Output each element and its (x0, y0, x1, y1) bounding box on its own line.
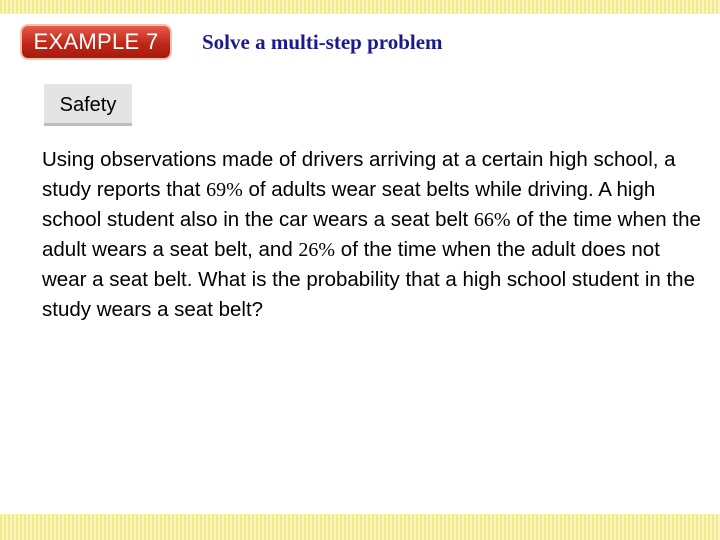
problem-text-part-1: Using observations made of drivers arriving at a certain high school, a study reports that (42, 148, 676, 201)
example-badge: EXAMPLE 7 (20, 24, 172, 60)
problem-text-part-3: of the time when the adult wears a seat belt, and (42, 208, 701, 261)
student-percentage-if-adult-does-not: 26% (298, 239, 336, 261)
top-decorative-stripe (0, 0, 720, 14)
student-percentage-if-adult-wears: 66% (473, 209, 511, 231)
adult-percentage: 69% (206, 179, 243, 201)
bottom-decorative-stripe (0, 514, 720, 540)
problem-text-part-4: of the time when the adult does not wear a seat belt. What is the probability that a high school student in the study wears a seat belt? (42, 238, 695, 321)
header-title: Solve a multi-step problem (202, 30, 443, 54)
problem-text-part-2: of adults wear seat belts while driving. A high school student also in the car wears a seat belt (42, 178, 656, 231)
topic-label: Safety (44, 84, 132, 126)
problem-text (42, 145, 702, 325)
